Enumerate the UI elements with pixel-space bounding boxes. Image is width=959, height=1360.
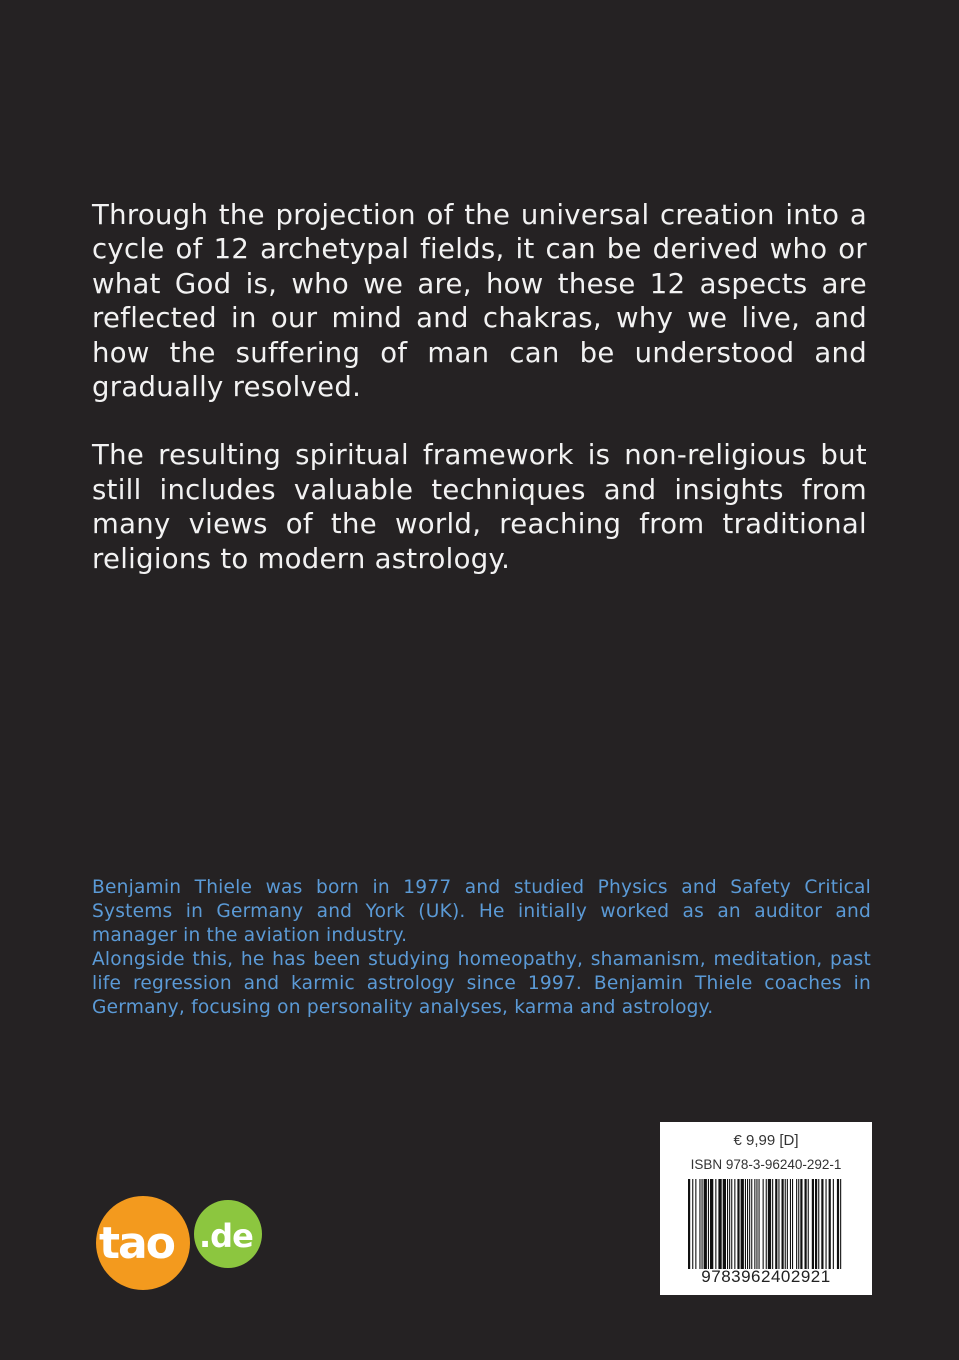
barcode-bar [763,1179,764,1269]
barcode-bar [772,1179,773,1269]
barcode-bar [751,1179,752,1269]
logo-tao-text: tao [99,1218,174,1269]
barcode-bar [800,1179,802,1269]
blurb-paragraph-2: The resulting spiritual framework is non-religious but still includes valuable techniques and insights from many views of the world, reaching from traditional religions to modern astrology. [92,439,867,575]
barcode-bar [695,1179,696,1269]
barcode-bar [766,1179,767,1269]
barcode-number: 9783962402921 [701,1267,831,1286]
barcode-bar [775,1179,777,1269]
barcode-bar [729,1179,730,1269]
barcode-bar [796,1179,797,1269]
barcode-bar [840,1179,841,1269]
barcode-bar [704,1179,707,1269]
barcode-bar [837,1179,839,1269]
barcode-bar [688,1179,690,1269]
barcode-bar [731,1179,732,1269]
barcode-bar [710,1179,713,1269]
isbn-label: ISBN 978-3-96240-292-1 [690,1157,842,1172]
barcode-bar [759,1179,760,1269]
tao-de-logo [96,1196,266,1296]
barcode-bar [778,1179,779,1269]
barcode-bar [734,1179,735,1269]
barcode-bar [792,1179,793,1269]
barcode-bar [715,1179,716,1269]
barcode-bar [708,1179,709,1269]
barcode-bar [702,1179,703,1269]
barcode-bar [808,1179,809,1269]
barcode-bar [768,1179,771,1269]
barcode-bar [727,1179,728,1269]
barcode-bar [798,1179,799,1269]
barcode-bar [821,1179,823,1269]
barcode-bar [815,1179,817,1269]
blurb-paragraph-1: Through the projection of the universal creation into a cycle of 12 archetypal fields, it can be derived who or what God is, who we are, how these 12 aspects are reflected in our mind and chakras, why we live, and how the suffering of man can be understood and gradually resolved. [92,199,867,404]
barcode-bar [749,1179,750,1269]
barcode-bar [826,1179,827,1269]
bio-paragraph-2: Alongside this, he has been studying homeopathy, shamanism, meditation, past life regression and karmic astrology since 1997. Benjamin Thiele coaches in Germany, focusing on personality analyses, karma and astrology. [92,949,871,1018]
barcode-bar [723,1179,726,1269]
barcode-bar [756,1179,757,1269]
barcode-bar [790,1179,791,1269]
barcode-bar [818,1179,819,1269]
barcode-bar [745,1179,746,1269]
barcode-bar [787,1179,788,1269]
barcode-bar [805,1179,807,1269]
barcode-bar [785,1179,786,1269]
barcode-bar [754,1179,755,1269]
bio-paragraph-1: Benjamin Thiele was born in 1977 and studied Physics and Safety Critical Systems in Germany and York (UK). He initially worked as an auditor and manager in the aviation industry. [92,877,871,946]
barcode-graphic [688,1179,843,1269]
barcode-bar [782,1179,784,1269]
price-label: € 9,99 [D] [733,1132,799,1149]
barcode-panel [660,1122,872,1295]
author-bio [92,876,871,1020]
back-cover-blurb [92,198,867,610]
barcode-bar [829,1179,831,1269]
barcode-bar [812,1179,814,1269]
barcode-bar [718,1179,721,1269]
barcode-bar [747,1179,748,1269]
barcode-bar [833,1179,834,1269]
barcode-bar [692,1179,693,1269]
logo-de-text: .de [199,1217,253,1255]
barcode-bar [737,1179,739,1269]
barcode-bar [699,1179,700,1269]
barcode-bar [741,1179,744,1269]
